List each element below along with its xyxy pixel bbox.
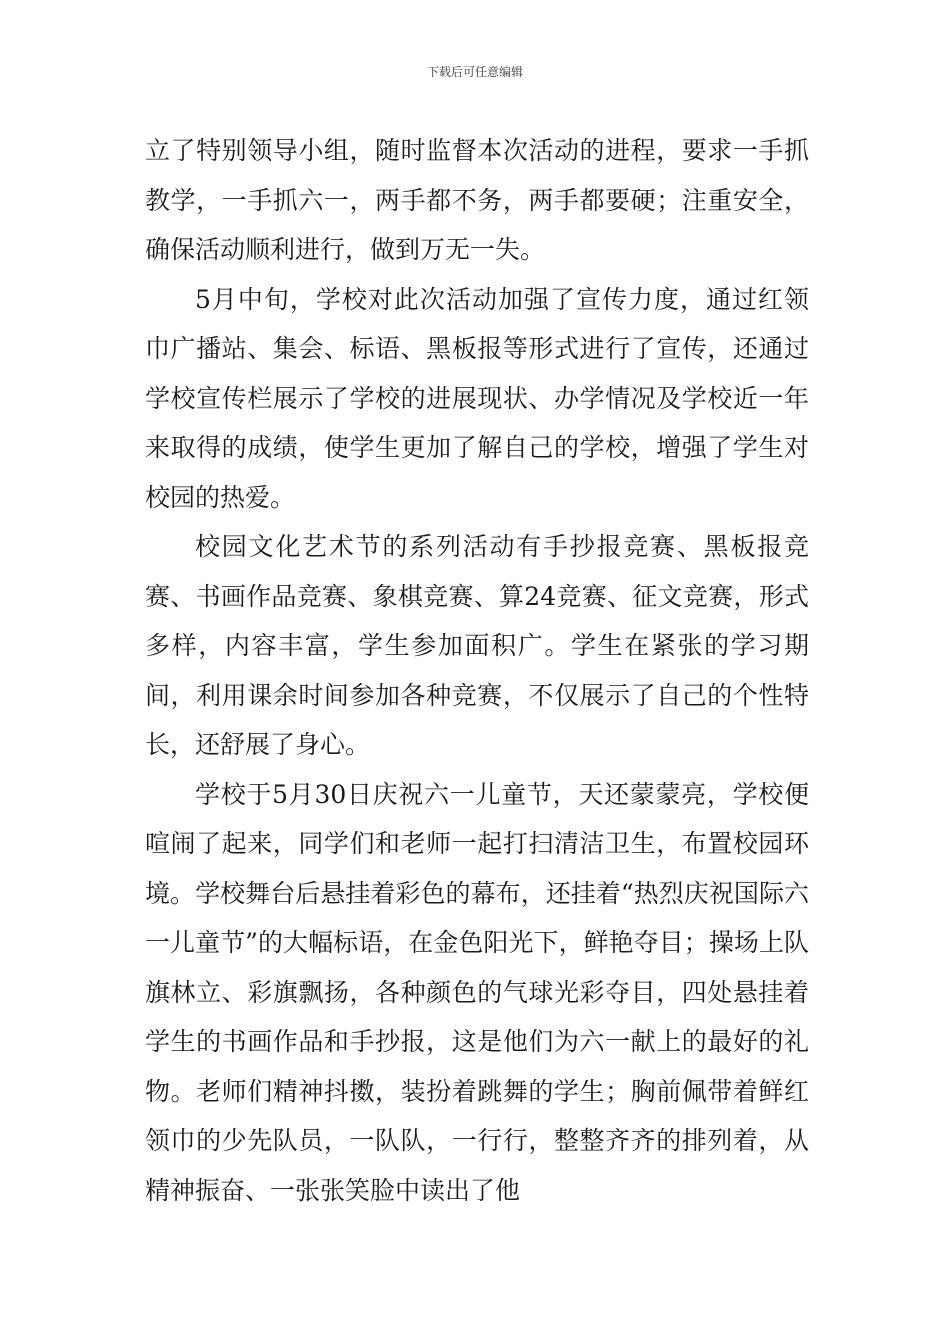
- paragraph-1: 立了特别领导小组，随时监督本次活动的进程，要求一手抓教学，一手抓六一，两手都不务，两手都要硬；注重安全，确保活动顺利进行，做到万无一失。: [145, 136, 809, 264]
- paragraph-2: 5月中旬，学校对此次活动加强了宣传力度，通过红领巾广播站、集会、标语、黑板报等形式进行了宣传，还通过学校宣传栏展示了学校的进展现状、办学情况及学校近一年来取得的成绩，使学生更加了解自己的学校，增强了学生对校园的热爱。: [145, 284, 809, 512]
- document-body: [145, 126, 809, 1215]
- paragraph-3: 校园文化艺术节的系列活动有手抄报竞赛、黑板报竞赛、书画作品竞赛、象棋竞赛、算24竞赛、征文竞赛，形式多样，内容丰富，学生参加面积广。学生在紧张的学习期间，利用课余时间参加各种竞赛，不仅展示了自己的个性特长，还舒展了身心。: [145, 532, 809, 759]
- paragraph-4: 学校于5月30日庆祝六一儿童节，天还蒙蒙亮，学校便喧闹了起来，同学们和老师一起打扫清洁卫生，布置校园环境。学校舞台后悬挂着彩色的幕布，还挂着“热烈庆祝国际六一儿童节”的大幅标语，在金色阳光下，鲜艳夺目；操场上队旗林立、彩旗飘扬，各种颜色的气球光彩夺目，四处悬挂着学生的书画作品和手抄报，这是他们为六一献上的最好的礼物。老师们精神抖擞，装扮着跳舞的学生；胸前佩带着鲜红领巾的少先队员，一队队，一行行，整整齐齐的排列着，从精神振奋、一张张笑脸中读出了他: [145, 779, 809, 1205]
- page-header: 下载后可任意编辑: [426, 65, 523, 79]
